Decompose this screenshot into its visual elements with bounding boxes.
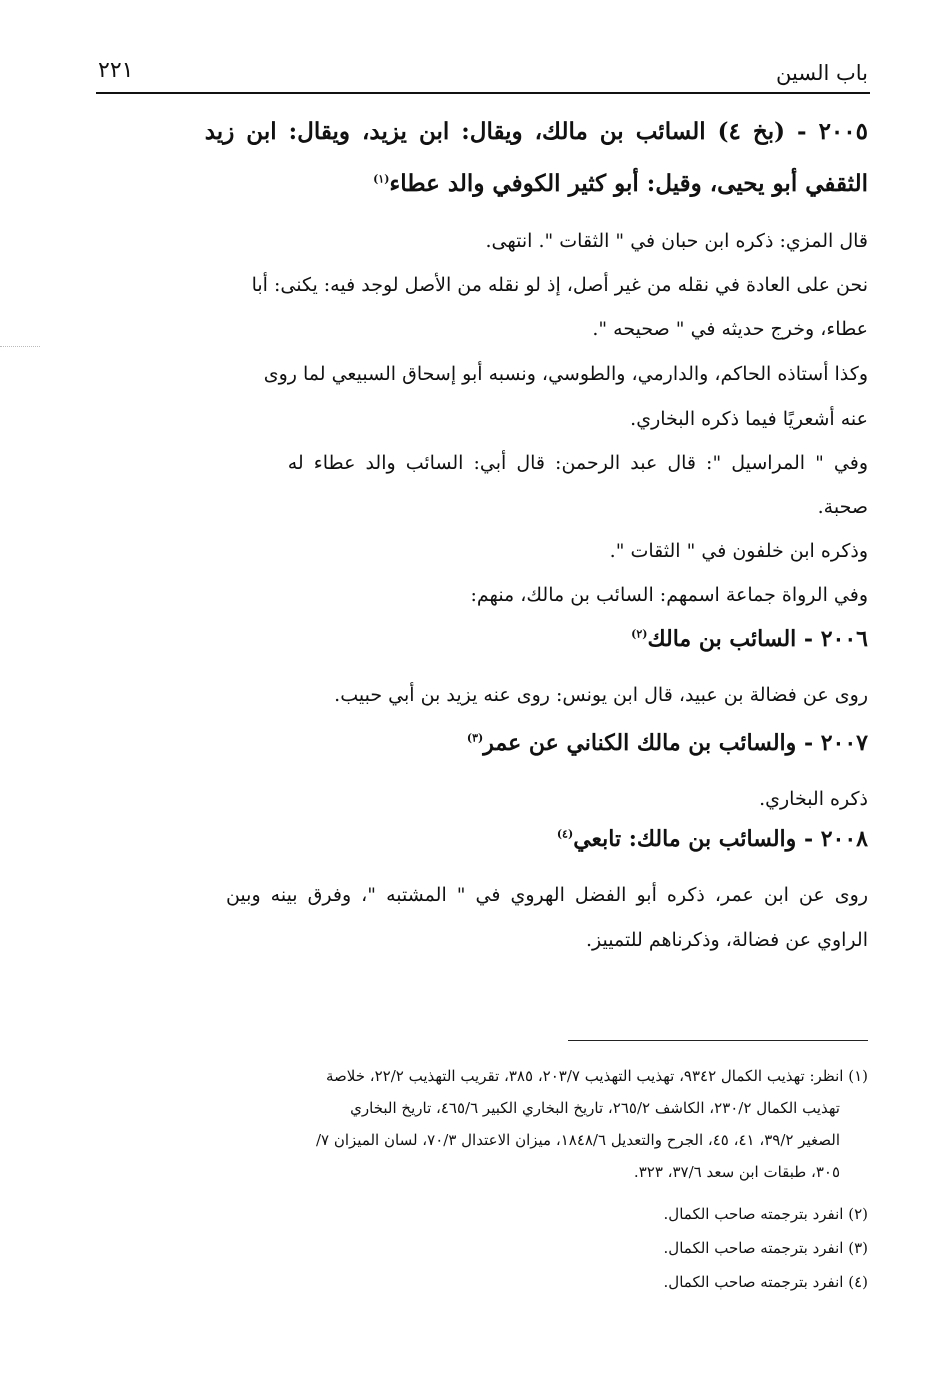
text-line: نحن على العادة في نقله من غير أصل، إذ لو نقله من الأصل لوجد فيه: يكنى: أبا	[251, 274, 868, 296]
text-line: وكذا أستاذه الحاكم، والدارمي، والطوسي، ونسبه أبو إسحاق السبيعي لما روى	[263, 363, 868, 385]
footnote-line: (٣) انفرد بترجمته صاحب الكمال.	[663, 1239, 868, 1257]
text-line: قال المزي: ذكره ابن حبان في " الثقات ". انتهى.	[485, 230, 868, 252]
text-line: صحبة.	[817, 496, 868, 518]
footnote-line: (١) انظر: تهذيب الكمال ٩٣٤٢، تهذيب التهذيب ٢٠٣/٧، ٣٨٥، تقريب التهذيب ٢٢/٢، خلاصة	[325, 1067, 868, 1085]
entry-title-2005-line1: ٢٠٠٥ - (بخ ٤) السائب بن مالك، ويقال: ابن يزيد، ويقال: ابن زيد	[204, 118, 868, 145]
footnote-line: (٤) انفرد بترجمته صاحب الكمال.	[663, 1273, 868, 1291]
text-line: عطاء، وخرج حديثه في " صحيحه ".	[592, 318, 868, 340]
text-line: الراوي عن فضالة، وذكرناهم للتمييز.	[586, 929, 868, 951]
text-line: روى عن ابن عمر، ذكره أبو الفضل الهروي في " المشتبه "، وفرق بينه وبين	[225, 884, 868, 906]
text-line: روى عن فضالة بن عبيد، قال ابن يونس: روى عنه يزيد بن أبي حبيب.	[334, 684, 868, 706]
text-line: عنه أشعريًا فيما ذكره البخاري.	[630, 408, 868, 430]
text-line: وذكره ابن خلفون في " الثقات ".	[609, 540, 868, 562]
text-line: وفي " المراسيل ": قال عبد الرحمن: قال أبي: السائب والد عطاء له	[287, 452, 868, 474]
footnote-ref-1: (١)	[373, 172, 390, 186]
entry-title-2007: ٢٠٠٧ - والسائب بن مالك الكناني عن عمر$^{(٣)}$	[466, 730, 868, 756]
entry-title-2008: ٢٠٠٨ - والسائب بن مالك: تابعي$^{(٤)}$	[556, 826, 868, 852]
footnote-line: الصغير ٣٩/٢، ٤١، ٤٥، الجرح والتعديل ١٨٤٨/٦، ميزان الاعتدال ٧٠/٣، لسان الميزان ٧/	[315, 1131, 840, 1149]
entry-title-2005-line2: الثقفي أبو يحيى، وقيل: أبو كثير الكوفي والد عطاء$^{(١)}$	[373, 170, 868, 197]
text-line: ذكره البخاري.	[759, 788, 868, 810]
running-header-chapter: باب السين	[776, 61, 868, 85]
entry-title-2006: ٢٠٠٦ - السائب بن مالك$^{(٢)}$	[631, 626, 868, 652]
footnote-separator	[568, 1040, 868, 1041]
footnote-ref-2: (٢)	[631, 627, 648, 641]
footnote-ref-4: (٤)	[556, 827, 574, 841]
scan-margin-mark	[0, 346, 40, 347]
text-line: وفي الرواة جماعة اسمهم: السائب بن مالك، منهم:	[470, 584, 868, 606]
footnote-line: تهذيب الكمال ٢٣٠/٢، الكاشف ٢٦٥/٢، تاريخ البخاري الكبير ٤٦٥/٦، تاريخ البخاري	[350, 1099, 840, 1117]
footnote-ref-3: (٣)	[466, 731, 484, 745]
page-number: ٢٢١	[98, 58, 134, 83]
header-rule	[96, 92, 870, 94]
footnote-line: ٣٠٥، طبقات ابن سعد ٣٧/٦، ٣٢٣.	[633, 1163, 840, 1181]
footnote-line: (٢) انفرد بترجمته صاحب الكمال.	[663, 1205, 868, 1223]
